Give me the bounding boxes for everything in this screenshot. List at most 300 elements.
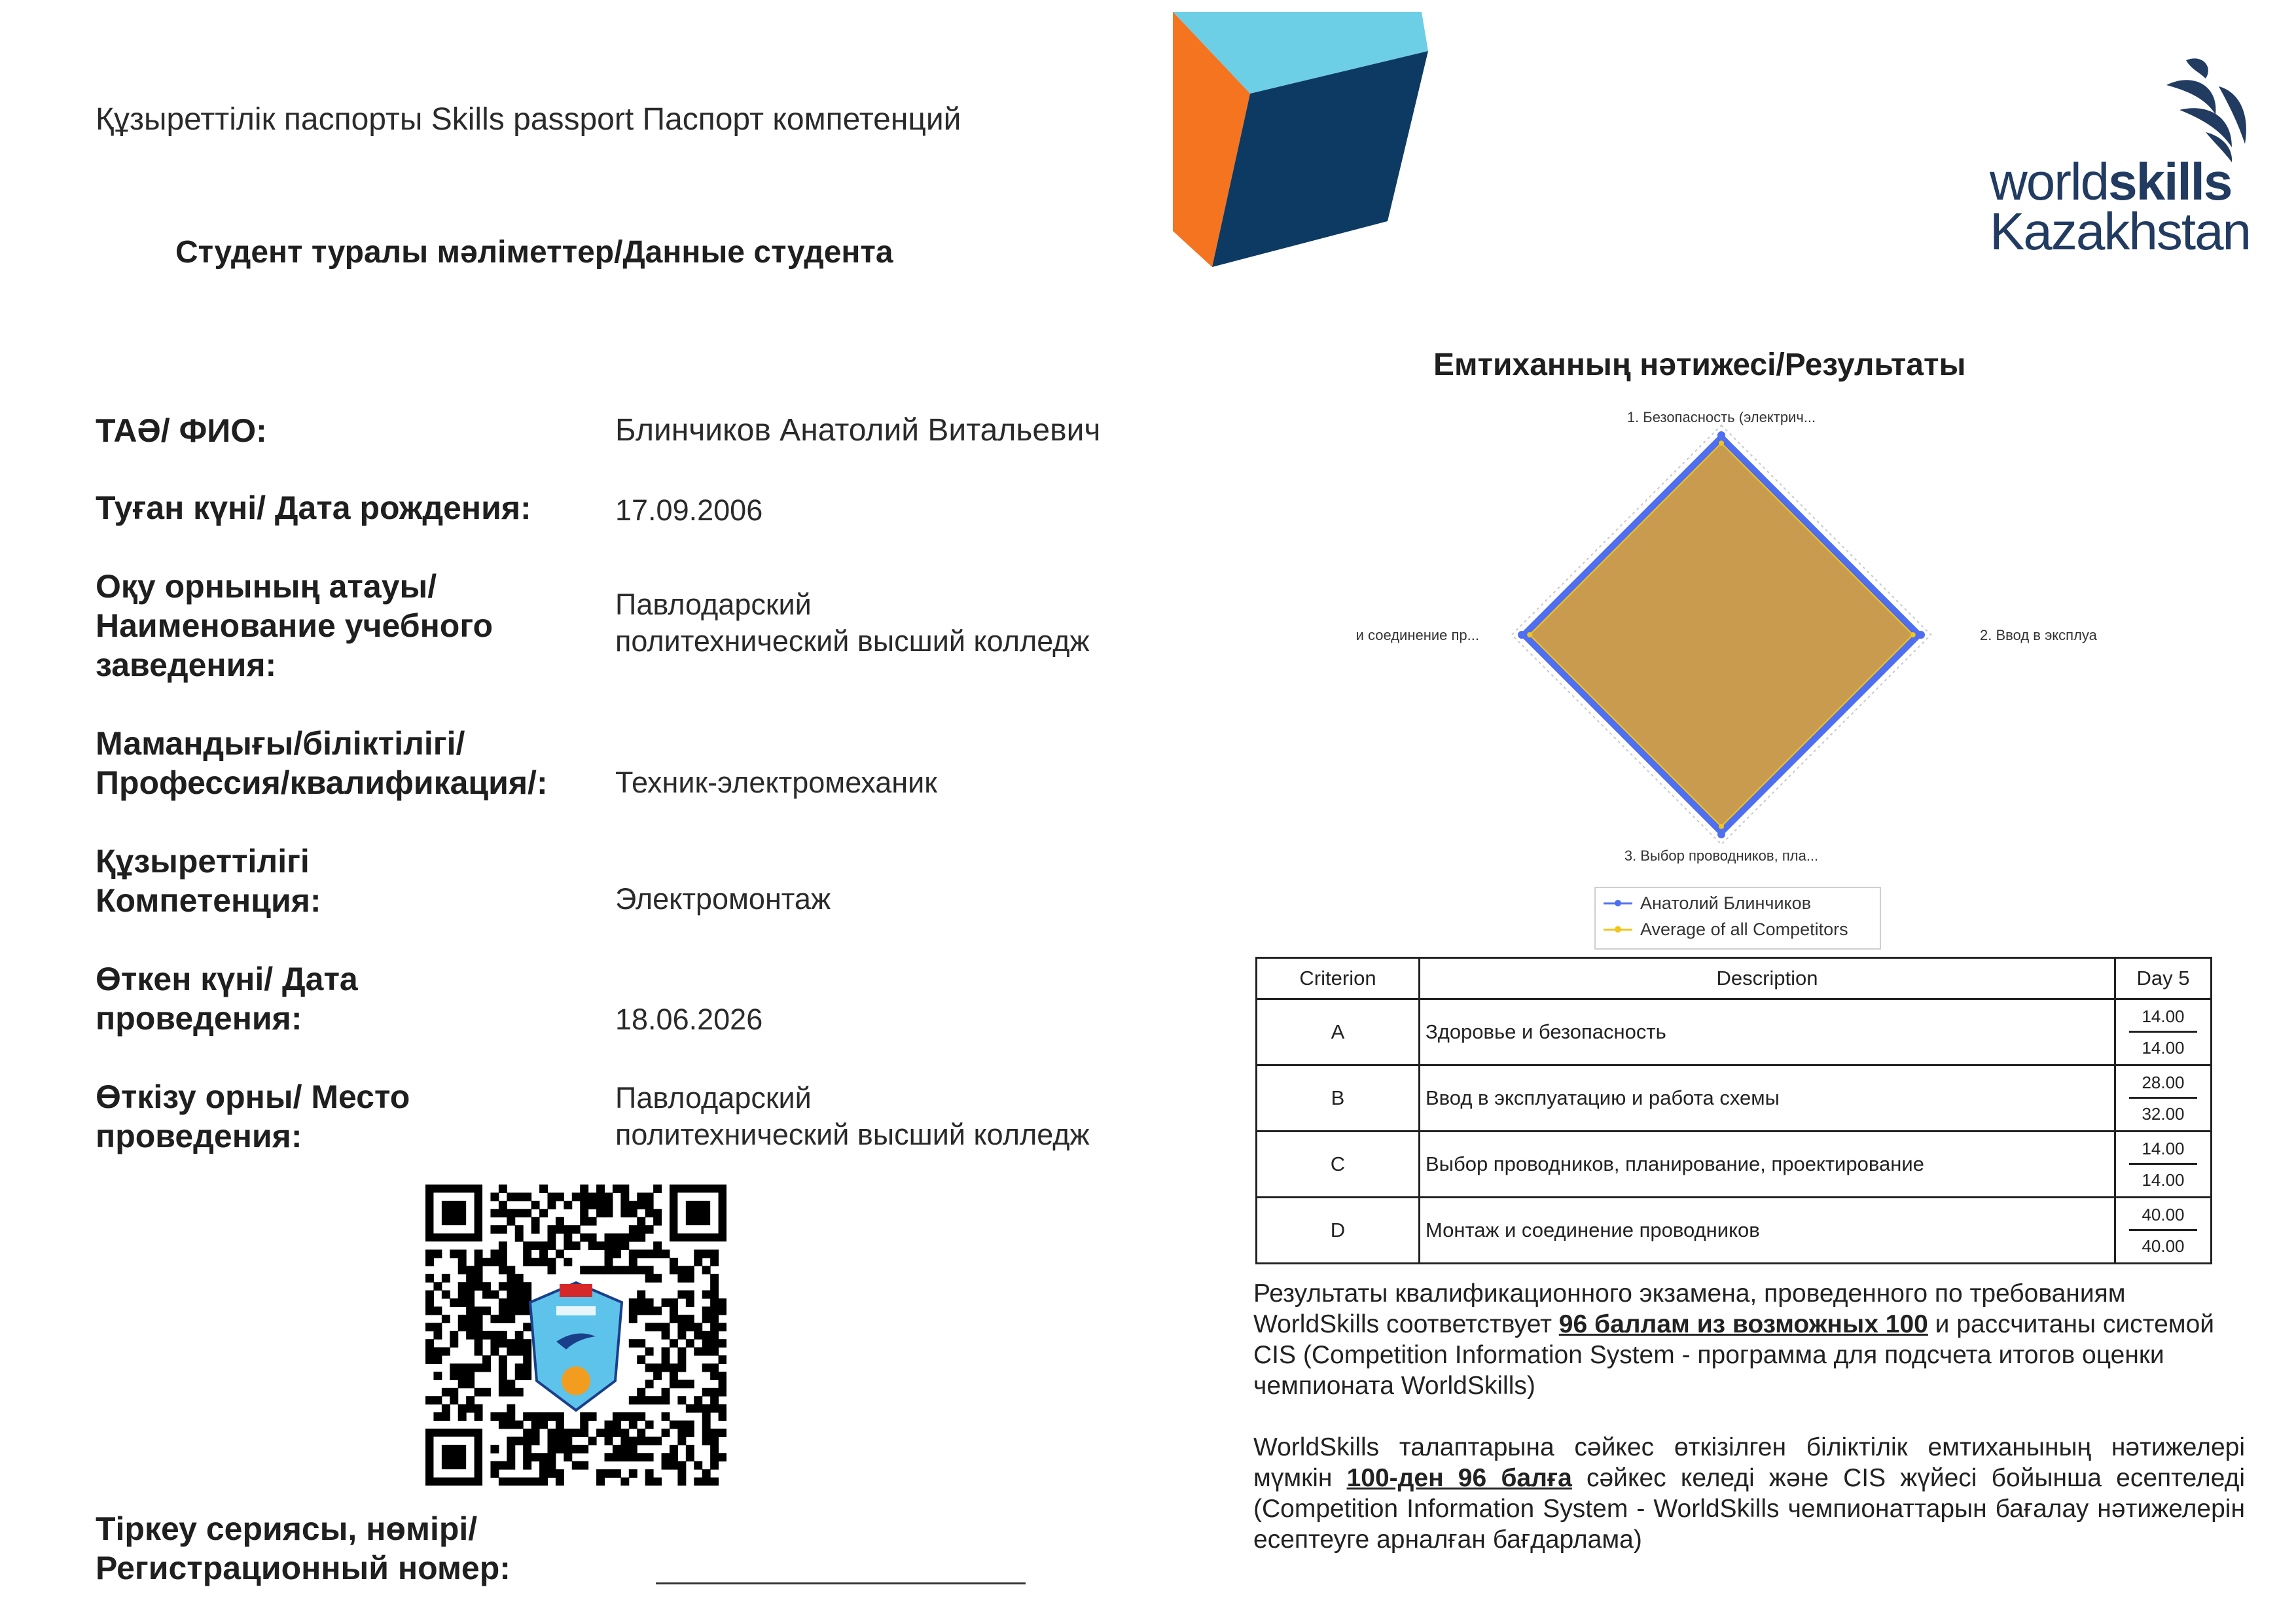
qr-module [710, 1404, 719, 1413]
qr-module [547, 1266, 556, 1274]
header-day: Day 5 [2115, 958, 2212, 999]
qr-module [686, 1298, 694, 1307]
place-label-2: проведения: [96, 1118, 302, 1154]
qr-module [450, 1249, 458, 1258]
qr-module [507, 1339, 515, 1347]
qr-module [450, 1339, 458, 1347]
qr-module [605, 1266, 613, 1274]
school-label-2: Наименование учебного [96, 607, 493, 644]
qr-module [523, 1453, 531, 1461]
qr-module [523, 1445, 531, 1454]
qr-module [442, 1274, 450, 1283]
qr-module [629, 1266, 637, 1274]
qr-module [475, 1339, 483, 1347]
logo-skills-text: skills [2108, 152, 2232, 211]
logo-world-text: world [1990, 152, 2109, 211]
qr-module [523, 1209, 531, 1217]
qr-module [588, 1201, 597, 1209]
qr-module [523, 1282, 531, 1291]
qr-module [580, 1201, 588, 1209]
qr-module [507, 1445, 515, 1454]
qr-module [490, 1445, 499, 1454]
qr-module [507, 1209, 515, 1217]
qr-module [482, 1282, 491, 1291]
qr-module [596, 1478, 605, 1486]
qr-module [515, 1364, 524, 1372]
qr-module [596, 1185, 605, 1193]
qr-module [620, 1436, 629, 1445]
qr-module [645, 1436, 654, 1445]
qr-module [475, 1388, 483, 1397]
score-max: 14.00 [2142, 1169, 2185, 1190]
qr-module [710, 1291, 719, 1299]
description-cell: Монтаж и соединение проводников [1420, 1198, 2115, 1264]
qr-module [605, 1258, 613, 1266]
qr-module [433, 1355, 442, 1364]
qr-module [710, 1445, 719, 1454]
qr-module [466, 1291, 475, 1299]
qr-module [507, 1388, 515, 1397]
qr-module [539, 1241, 548, 1250]
qr-module [531, 1436, 540, 1445]
date-value: 18.06.2026 [615, 1003, 763, 1036]
competency-label-1: Құзыреттілігі [96, 843, 310, 880]
qr-module [629, 1453, 637, 1461]
qr-module [702, 1429, 711, 1437]
qr-module [710, 1436, 719, 1445]
qr-module [499, 1421, 507, 1429]
qr-module [629, 1421, 637, 1429]
qr-module [710, 1396, 719, 1404]
radar-point-student [1917, 631, 1925, 639]
legend-label-average: Average of all Competitors [1640, 919, 1848, 939]
qr-module [475, 1258, 483, 1266]
qr-module [702, 1478, 711, 1486]
qr-module [629, 1258, 637, 1266]
qr-module [515, 1234, 524, 1242]
qr-module [629, 1396, 637, 1404]
qr-module [629, 1412, 637, 1421]
qr-module [670, 1258, 678, 1266]
qr-module [637, 1249, 645, 1258]
place-value-1: Павлодарский [615, 1081, 812, 1115]
qr-module [425, 1396, 434, 1404]
qr-module [670, 1364, 678, 1372]
radar-axis-label: 1. Безопасность (электрич... [1626, 409, 1816, 425]
qr-module [507, 1192, 515, 1201]
qr-module [677, 1429, 686, 1437]
qr-module [580, 1429, 588, 1437]
qr-module [653, 1436, 662, 1445]
qr-module [694, 1404, 702, 1413]
qr-module [702, 1347, 711, 1356]
qr-module [686, 1291, 694, 1299]
qr-module [482, 1364, 491, 1372]
qr-module [499, 1241, 507, 1250]
qr-module [523, 1192, 531, 1201]
qr-module [523, 1372, 531, 1380]
qr-module [620, 1234, 629, 1242]
qr-module [702, 1364, 711, 1372]
qr-module [605, 1421, 613, 1429]
qr-module [539, 1412, 548, 1421]
qr-module [450, 1396, 458, 1404]
qr-module [629, 1225, 637, 1234]
qr-module [605, 1453, 613, 1461]
fio-value: Блинчиков Анатолий Витальевич [615, 413, 1101, 448]
competency-label-2: Компетенция: [96, 882, 321, 919]
qr-module [613, 1421, 621, 1429]
criteria-table [1255, 957, 2212, 1264]
qr-module [482, 1331, 491, 1340]
qr-module [507, 1266, 515, 1274]
qr-module [433, 1282, 442, 1291]
qr-module [670, 1421, 678, 1429]
qr-module [702, 1436, 711, 1445]
qr-module [620, 1412, 629, 1421]
qr-module [662, 1323, 670, 1331]
reg-label-1: Тіркеу сериясы, нөмірі/ [96, 1510, 478, 1547]
qr-module [620, 1241, 629, 1250]
birth-value: 17.09.2006 [615, 493, 763, 527]
qr-module [670, 1453, 678, 1461]
school-value-1: Павлодарский [615, 588, 812, 621]
qr-module [645, 1396, 654, 1404]
qr-module [653, 1364, 662, 1372]
qr-module [662, 1429, 670, 1437]
qr-module [466, 1298, 475, 1307]
legend-swatch-yellow [1604, 929, 1632, 931]
qr-module [425, 1339, 434, 1347]
qr-module [547, 1453, 556, 1461]
qr-module [629, 1445, 637, 1454]
qr-module [499, 1372, 507, 1380]
qr-module [653, 1396, 662, 1404]
qr-module [531, 1225, 540, 1234]
qr-module [499, 1339, 507, 1347]
summary-ru [1253, 1278, 2245, 1401]
qr-module [702, 1249, 711, 1258]
qr-module [677, 1396, 686, 1404]
qr-module [719, 1380, 726, 1388]
qr-module [637, 1217, 645, 1226]
table-row [1257, 1198, 2212, 1264]
qr-module [613, 1412, 621, 1421]
score-value: 40.00 [2129, 1205, 2197, 1231]
qr-module [694, 1323, 702, 1331]
qr-module [507, 1347, 515, 1356]
qr-module [645, 1201, 654, 1209]
qr-module [662, 1396, 670, 1404]
qr-module [425, 1306, 434, 1315]
reg-number-line [656, 1582, 1026, 1584]
radar-chart [1309, 393, 2160, 890]
qr-module [507, 1461, 515, 1470]
qr-code[interactable] [425, 1185, 726, 1486]
score-max: 40.00 [2142, 1236, 2185, 1256]
qr-module [710, 1388, 719, 1397]
qr-module [580, 1192, 588, 1201]
qr-module [433, 1331, 442, 1340]
description-cell: Выбор проводников, планирование, проектирование [1420, 1132, 2115, 1198]
summary-kz-part2: сәйкес келеді және CIS жүйесі бойынша есептеледі (Competition Information System - WorldSkills чемпионаттарын бағалау нәтижелерін есептеуге арналған бағдарлама) [1253, 1464, 2245, 1554]
qr-module [499, 1478, 507, 1486]
qr-module [515, 1347, 524, 1356]
qr-module [531, 1201, 540, 1209]
qr-module [531, 1217, 540, 1226]
qr-module [677, 1274, 686, 1283]
qr-module [515, 1274, 524, 1283]
qr-module [710, 1249, 719, 1258]
qr-module [605, 1436, 613, 1445]
competency-value: Электромонтаж [615, 882, 831, 916]
qr-module [670, 1339, 678, 1347]
qr-module [719, 1429, 726, 1437]
qr-module [572, 1192, 581, 1201]
qr-module [466, 1266, 475, 1274]
qr-module [645, 1298, 654, 1307]
qr-module [637, 1453, 645, 1461]
qr-module [547, 1412, 556, 1421]
qr-module [531, 1478, 540, 1486]
qr-module [670, 1461, 678, 1470]
qr-module [466, 1380, 475, 1388]
qr-module [719, 1323, 726, 1331]
qr-finder-core [442, 1445, 466, 1469]
qr-module [702, 1469, 711, 1478]
qr-module [588, 1266, 597, 1274]
qr-module [637, 1412, 645, 1421]
qr-module [719, 1404, 726, 1413]
qr-module [458, 1412, 467, 1421]
qr-module [539, 1258, 548, 1266]
qr-module [702, 1306, 711, 1315]
qr-module [620, 1201, 629, 1209]
qr-module [662, 1298, 670, 1307]
qr-module [702, 1412, 711, 1421]
qr-module [556, 1469, 564, 1478]
place-value-2: политехнический высший колледж [615, 1118, 1090, 1151]
qr-module [475, 1404, 483, 1413]
qr-module [645, 1469, 654, 1478]
description-cell: Ввод в эксплуатацию и работа схемы [1420, 1065, 2115, 1132]
qr-module [677, 1323, 686, 1331]
qr-module [547, 1192, 556, 1201]
qr-module [539, 1185, 548, 1193]
qr-module [523, 1339, 531, 1347]
qr-module [539, 1249, 548, 1258]
qr-module [458, 1380, 467, 1388]
qr-module [677, 1478, 686, 1486]
qr-module [677, 1461, 686, 1470]
table-row [1257, 999, 2212, 1065]
qr-module [556, 1445, 564, 1454]
qr-module [580, 1217, 588, 1226]
qr-module [613, 1469, 621, 1478]
qr-module [425, 1249, 434, 1258]
qr-module [677, 1347, 686, 1356]
qr-module [515, 1291, 524, 1299]
qr-module [662, 1412, 670, 1421]
qr-module [531, 1429, 540, 1437]
qr-module [588, 1192, 597, 1201]
qr-module [475, 1274, 483, 1283]
qr-module [653, 1306, 662, 1315]
qr-module [490, 1291, 499, 1299]
qr-module [662, 1364, 670, 1372]
qr-module [490, 1315, 499, 1323]
qr-module [677, 1331, 686, 1340]
qr-module [442, 1388, 450, 1397]
qr-module [515, 1192, 524, 1201]
qr-module [499, 1388, 507, 1397]
qr-module [629, 1209, 637, 1217]
qr-module [645, 1478, 654, 1486]
qr-module [572, 1429, 581, 1437]
qr-module [466, 1372, 475, 1380]
qr-module [702, 1388, 711, 1397]
qr-module [547, 1241, 556, 1250]
qr-module [458, 1372, 467, 1380]
qr-module [637, 1355, 645, 1364]
qr-module [523, 1291, 531, 1299]
qr-module [637, 1436, 645, 1445]
qr-module [458, 1404, 467, 1413]
criterion-cell: B [1257, 1065, 1420, 1132]
table-row [1257, 1132, 2212, 1198]
qr-module [515, 1478, 524, 1486]
score-max: 32.00 [2142, 1103, 2185, 1124]
qr-module [620, 1478, 629, 1486]
qr-module [564, 1241, 572, 1250]
qr-module [531, 1421, 540, 1429]
qr-module [613, 1453, 621, 1461]
qr-module [686, 1339, 694, 1347]
qr-module [458, 1298, 467, 1307]
qr-module [482, 1258, 491, 1266]
qr-module [710, 1331, 719, 1340]
summary-ru-score: 96 баллам из возможных 100 [1558, 1310, 1928, 1338]
radar-axis-label: и соединение пр... [1355, 627, 1479, 643]
score-value: 14.00 [2129, 1007, 2197, 1033]
qr-module [442, 1412, 450, 1421]
qr-module [425, 1323, 434, 1331]
qr-module [653, 1274, 662, 1283]
radar-axis-label: 2. Ввод в эксплуа [1980, 627, 2097, 643]
qr-module [547, 1461, 556, 1470]
qr-module [433, 1347, 442, 1356]
radar-point-average [1910, 632, 1916, 637]
qr-module [556, 1436, 564, 1445]
qr-module [515, 1209, 524, 1217]
qr-module [637, 1339, 645, 1347]
qr-module [539, 1478, 548, 1486]
qr-module [572, 1225, 581, 1234]
score-cell [2115, 1132, 2212, 1198]
qr-module [596, 1209, 605, 1217]
profession-label-2: Профессия/квалификация/: [96, 764, 548, 801]
qr-module [662, 1249, 670, 1258]
fio-label: ТАӘ/ ФИО: [96, 412, 267, 449]
qr-module [645, 1380, 654, 1388]
qr-module [425, 1291, 434, 1299]
qr-module [645, 1266, 654, 1274]
table-header-row [1257, 958, 2212, 999]
qr-module [670, 1315, 678, 1323]
qr-module [702, 1315, 711, 1323]
qr-module [499, 1258, 507, 1266]
qr-module [433, 1412, 442, 1421]
qr-module [629, 1436, 637, 1445]
qr-module [572, 1445, 581, 1454]
qr-module [710, 1478, 719, 1486]
qr-module [564, 1225, 572, 1234]
summary-kz [1253, 1432, 2245, 1555]
qr-module [702, 1339, 711, 1347]
qr-module [425, 1355, 434, 1364]
description-cell: Здоровье и безопасность [1420, 999, 2115, 1065]
qr-module [677, 1469, 686, 1478]
qr-module [507, 1404, 515, 1413]
profession-label-1: Мамандығы/біліктілігі/ [96, 725, 465, 762]
place-label-1: Өткізу орны/ Место [96, 1079, 410, 1115]
qr-module [458, 1249, 467, 1258]
qr-module [710, 1323, 719, 1331]
qr-module [515, 1421, 524, 1429]
student-section-title: Студент туралы мәліметтер/Данные студента [175, 235, 893, 270]
qr-module [694, 1258, 702, 1266]
qr-module [564, 1234, 572, 1242]
qr-module [637, 1298, 645, 1307]
qr-module [499, 1225, 507, 1234]
qr-module [466, 1323, 475, 1331]
qr-module [556, 1412, 564, 1421]
qr-module [539, 1421, 548, 1429]
qr-module [702, 1404, 711, 1413]
qr-module [458, 1266, 467, 1274]
qr-module [556, 1217, 564, 1226]
qr-module [564, 1445, 572, 1454]
qr-module [605, 1469, 613, 1478]
qr-module [475, 1282, 483, 1291]
qr-module [719, 1306, 726, 1315]
qr-module [539, 1209, 548, 1217]
qr-module [596, 1241, 605, 1250]
qr-module [694, 1331, 702, 1340]
qr-module [450, 1372, 458, 1380]
qr-module [466, 1404, 475, 1413]
qr-module [613, 1429, 621, 1437]
qr-module [466, 1315, 475, 1323]
qr-module [458, 1291, 467, 1299]
qr-module [710, 1347, 719, 1356]
qr-module [686, 1445, 694, 1454]
qr-module [694, 1478, 702, 1486]
qr-module [637, 1396, 645, 1404]
legend-label-student: Анатолий Блинчиков [1640, 893, 1812, 913]
qr-module [450, 1331, 458, 1340]
qr-module [475, 1331, 483, 1340]
chart-legend [1594, 887, 1881, 950]
qr-module [588, 1412, 597, 1421]
date-label-1: Өткен күні/ Дата [96, 961, 358, 997]
qr-module [702, 1266, 711, 1274]
qr-module [637, 1388, 645, 1397]
qr-module [458, 1258, 467, 1266]
qr-module [662, 1453, 670, 1461]
qr-module [515, 1225, 524, 1234]
qr-module [523, 1436, 531, 1445]
